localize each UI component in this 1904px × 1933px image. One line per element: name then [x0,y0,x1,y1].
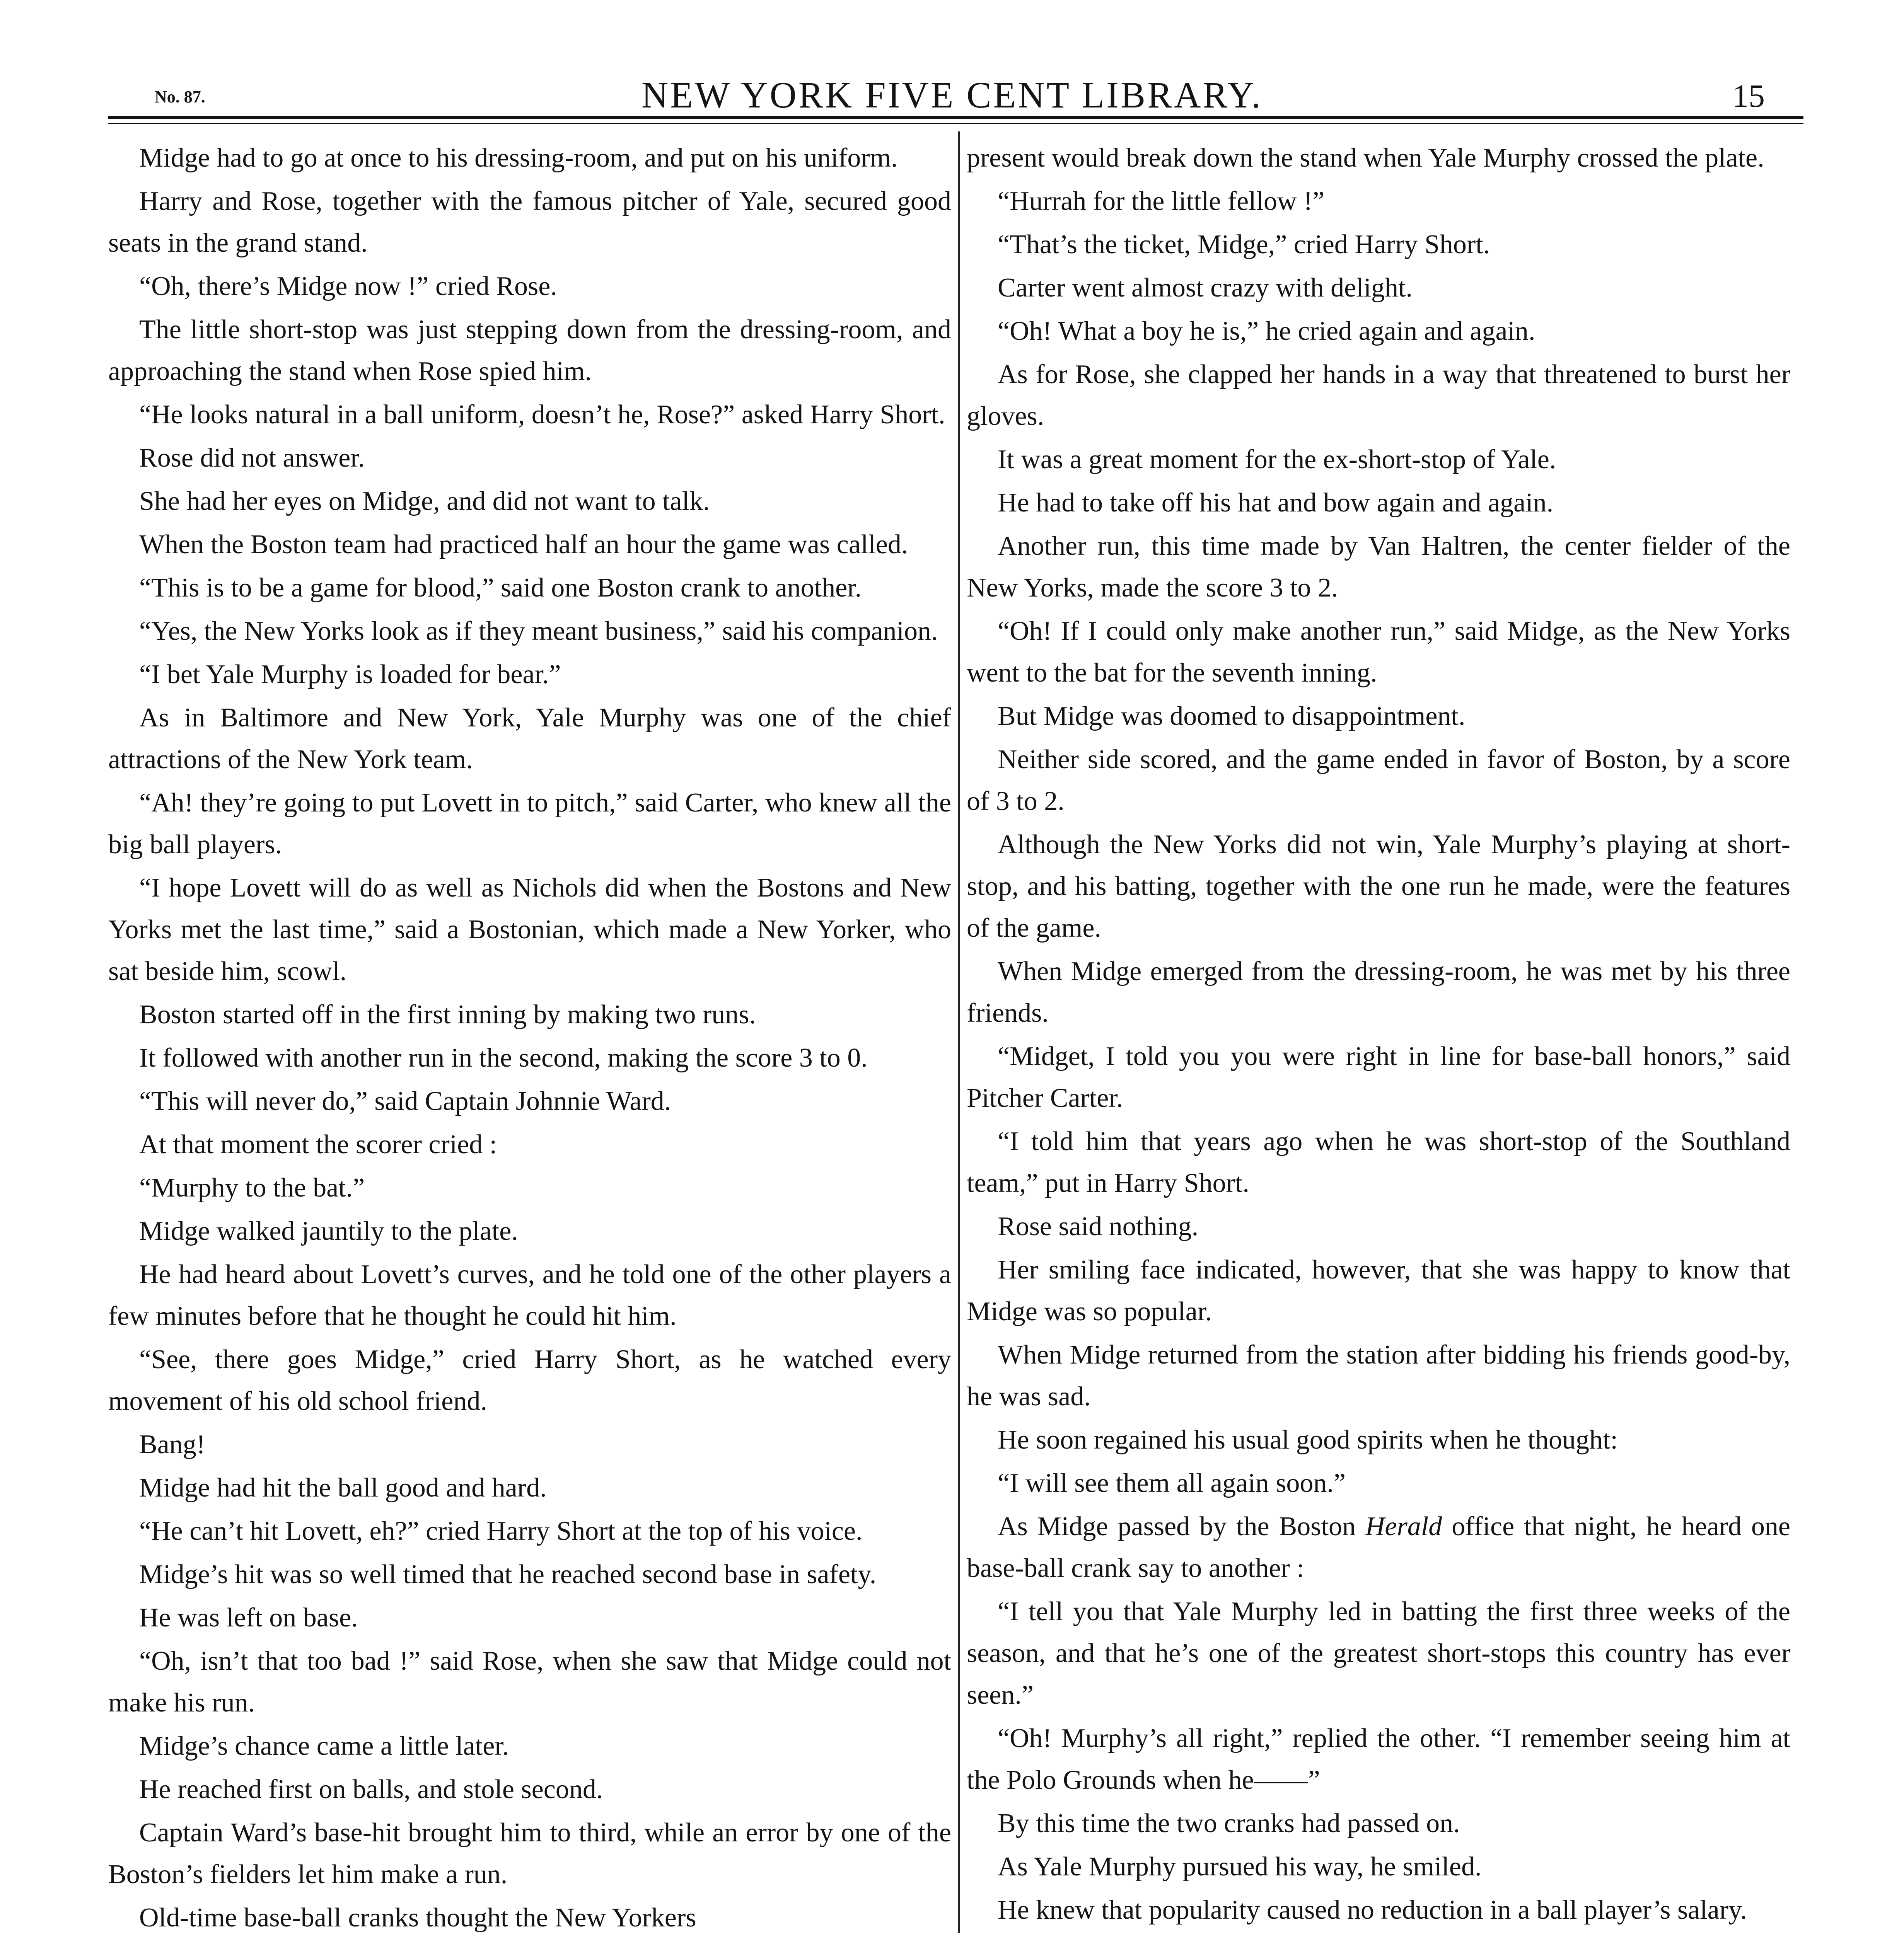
column-divider [958,131,960,1933]
story-paragraph: Rose did not answer. [139,443,365,473]
story-paragraph: It followed with another run in the second, making the score 3 to 0. [139,1043,868,1073]
story-paragraph: Midge walked jauntily to the plate. [139,1216,518,1246]
story-paragraph: When Midge returned from the station after bidding his friends good-by, he was sad. [967,1340,1790,1411]
right-column-tail [967,1591,1790,1931]
story-paragraph: “Midget, I told you you were right in line for base-ball honors,” said Pitcher Carter. [967,1042,1790,1113]
story-paragraph: “Hurrah for the little fellow !” [998,186,1325,216]
story-paragraph: Boston started off in the first inning by making two runs. [139,1000,756,1030]
story-paragraph: Captain Ward’s base-hit brought him to third, while an error by one of the Boston’s fielders let him make a run. [108,1818,951,1889]
story-paragraph: “I hope Lovett will do as well as Nichols did when the Bostons and New Yorks met the last time,” said a Bostonian, which made a New Yorker, who sat beside him, scowl. [108,873,951,986]
story-paragraph: When Midge emerged from the dressing-room, he was met by his three friends. [967,956,1790,1028]
issue-number: No. 87. [155,87,205,106]
story-paragraph: She had her eyes on Midge, and did not want to talk. [139,486,710,516]
story-paragraph: It was a great moment for the ex-short-stop of Yale. [998,445,1556,474]
story-paragraph: Midge’s chance came a little later. [139,1731,509,1761]
header-rule [108,116,1803,119]
story-paragraph: As Yale Murphy pursued his way, he smiled. [998,1852,1482,1882]
story-paragraph: Old-time base-ball cranks thought the New Yorkers [139,1903,696,1933]
publication-title: NEW YORK FIVE CENT LIBRARY. [641,74,1263,116]
story-paragraph: When the Boston team had practiced half an hour the game was called. [139,530,908,559]
story-paragraph: As for Rose, she clapped her hands in a way that threatened to burst her gloves. [967,360,1790,431]
story-paragraph: He knew that popularity caused no reduction in a ball player’s salary. [998,1895,1747,1925]
story-paragraph: “Murphy to the bat.” [139,1173,365,1203]
right-column-paragraphs [967,137,1790,1504]
story-paragraph: “I will see them all again soon.” [998,1468,1346,1498]
page-number: 15 [1732,78,1765,114]
story-paragraph: Another run, this time made by Van Haltren, the center fielder of the New Yorks, made the score 3 to 2. [967,531,1790,603]
story-paragraph: “This is to be a game for blood,” said one Boston crank to another. [139,573,862,603]
story-paragraph: “Ah! they’re going to put Lovett in to pitch,” said Carter, who knew all the big ball players. [108,788,951,859]
story-paragraph: The little short-stop was just stepping down from the dressing-room, and approaching the stand when Rose spied him. [108,315,951,386]
story-paragraph: He reached first on balls, and stole second. [139,1774,603,1804]
story-paragraph: At that moment the scorer cried : [139,1130,497,1159]
story-paragraph: “Oh, isn’t that too bad !” said Rose, when she saw that Midge could not make his run. [108,1646,951,1718]
story-paragraph: He was left on base. [139,1603,358,1633]
left-column [108,137,951,1933]
herald-name: Herald [1365,1512,1442,1541]
story-paragraph: “I tell you that Yale Murphy led in batting the first three weeks of the season, and that he’s one of the greatest short-stops this country has ever seen.” [967,1597,1790,1710]
story-paragraph: Rose said nothing. [998,1212,1199,1241]
story-paragraph: But Midge was doomed to disappointment. [998,701,1466,731]
story-paragraph: Neither side scored, and the game ended in favor of Boston, by a score of 3 to 2. [967,745,1790,816]
story-paragraph: Midge had hit the ball good and hard. [139,1473,547,1503]
story-paragraph: “Oh! Murphy’s all right,” replied the other. “I remember seeing him at the Polo Grounds when he——” [967,1723,1790,1795]
story-paragraph: “I bet Yale Murphy is loaded for bear.” [139,660,561,689]
story-paragraph: “See, there goes Midge,” cried Harry Short, as he watched every movement of his old school friend. [108,1345,951,1416]
story-paragraph: present would break down the stand when Yale Murphy crossed the plate. [967,143,1764,173]
herald-paragraph: As Midge passed by the Boston Herald office that night, he heard one base-ball crank say to another : [967,1512,1790,1583]
story-paragraph: “Yes, the New Yorks look as if they meant business,” said his companion. [139,616,938,646]
story-paragraph: Carter went almost crazy with delight. [998,273,1413,303]
story-paragraph: Midge had to go at once to his dressing-room, and put on his uniform. [139,143,898,173]
story-paragraph: By this time the two cranks had passed on. [998,1809,1460,1838]
story-paragraph: Midge’s hit was so well timed that he reached second base in safety. [139,1560,877,1589]
story-paragraph: He soon regained his usual good spirits when he thought: [998,1425,1618,1455]
story-paragraph: “He can’t hit Lovett, eh?” cried Harry Short at the top of his voice. [139,1516,863,1546]
story-paragraph: “Oh! If I could only make another run,” said Midge, as the New Yorks went to the bat for the seventh inning. [967,616,1790,688]
story-paragraph: Bang! [139,1430,206,1459]
page-header [108,66,1796,135]
story-paragraph: Harry and Rose, together with the famous pitcher of Yale, secured good seats in the grand stand. [108,186,951,258]
story-paragraph: He had to take off his hat and bow again and again. [998,488,1554,518]
story-paragraph: As in Baltimore and New York, Yale Murphy was one of the chief attractions of the New York team. [108,703,951,774]
story-paragraph: He had heard about Lovett’s curves, and he told one of the other players a few minutes before that he thought he could hit him. [108,1260,951,1331]
header-rule-thin [108,123,1803,124]
story-paragraph: “Oh, there’s Midge now !” cried Rose. [139,271,557,301]
story-paragraph: Although the New Yorks did not win, Yale Murphy’s playing at short-stop, and his batting, together with the one run he made, were the features of the game. [967,830,1790,943]
story-paragraph: “Oh! What a boy he is,” he cried again and again. [998,316,1535,346]
right-column [967,137,1790,1933]
story-paragraph: “He looks natural in a ball uniform, doesn’t he, Rose?” asked Harry Short. [139,400,945,430]
story-paragraph: “I told him that years ago when he was short-stop of the Southland team,” put in Harry Short. [967,1127,1790,1198]
story-paragraph: Her smiling face indicated, however, that she was happy to know that Midge was so popular. [967,1255,1790,1326]
story-paragraph: “This will never do,” said Captain Johnnie Ward. [139,1086,671,1116]
story-paragraph: “That’s the ticket, Midge,” cried Harry Short. [998,230,1490,259]
